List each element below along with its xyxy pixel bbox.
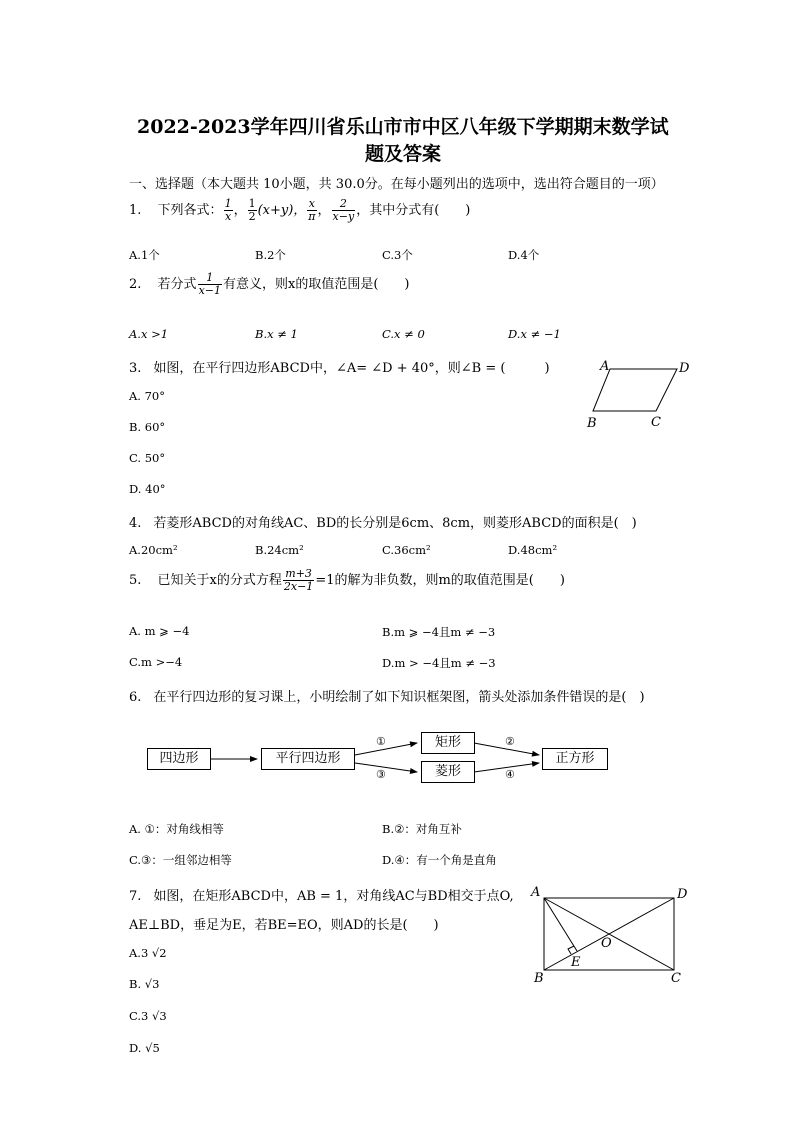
question-6 bbox=[129, 686, 645, 705]
label-b: B bbox=[587, 416, 597, 431]
label-b: B bbox=[534, 971, 544, 986]
q4-text: 若菱形ABCD的对角线AC、BD的长分别是6cm、8cm，则菱形ABCD的面积是( ) bbox=[153, 516, 637, 531]
question-7-line-2: AE⊥BD，垂足为E，若BE=EO，则AD的长是( ) bbox=[129, 918, 439, 933]
q6-option-b[interactable]: B.②：对角互补 bbox=[382, 822, 462, 836]
q6-option-c[interactable]: C.③：一组邻边相等 bbox=[129, 853, 232, 867]
q5-option-d[interactable]: D.m > −4且m ≠ −3 bbox=[382, 656, 496, 670]
q7-text-1: 如图，在矩形ABCD中，AB = 1，对角线AC与BD相交于点O, bbox=[153, 889, 514, 904]
box-parallelogram: 平行四边形 bbox=[261, 748, 355, 770]
arrow-1 bbox=[355, 743, 417, 755]
parallelogram-shape bbox=[593, 369, 677, 411]
q1-fraction-2: $\frac{1}{2}$ bbox=[248, 197, 256, 223]
label-c: C bbox=[671, 971, 681, 986]
q1-option-d[interactable]: D.4个 bbox=[508, 248, 540, 262]
q5-fraction: $\frac{m+3}{2x-1}$ bbox=[283, 567, 314, 593]
q4-option-a[interactable]: A.20cm² bbox=[129, 543, 178, 557]
circle-4: ④ bbox=[505, 768, 515, 781]
q1-option-c[interactable]: C.3个 bbox=[382, 248, 413, 262]
q1-prefix: 下列各式： bbox=[157, 203, 223, 218]
question-5 bbox=[129, 568, 565, 593]
q4-option-c[interactable]: C.36cm² bbox=[382, 543, 431, 557]
q3-option-a[interactable]: A. 70° bbox=[129, 389, 165, 403]
q3-option-d[interactable]: D. 40° bbox=[129, 482, 166, 496]
label-o: O bbox=[601, 936, 612, 951]
box-rhombus: 菱形 bbox=[421, 761, 475, 783]
q7-number: 7. bbox=[129, 889, 142, 904]
label-d: D bbox=[679, 361, 690, 376]
q1-fraction-1: $\frac{1}{x}$ bbox=[224, 197, 232, 223]
circle-2: ② bbox=[505, 735, 515, 748]
q6-option-d[interactable]: D.④：有一个角是直角 bbox=[382, 853, 497, 867]
q1-number: 1. bbox=[129, 203, 142, 218]
q5-suffix: =1的解为非负数，则m的取值范围是( ) bbox=[315, 573, 565, 588]
q4-option-b[interactable]: B.24cm² bbox=[255, 543, 304, 557]
q2-prefix: 若分式 bbox=[157, 277, 197, 292]
q1-option-a[interactable]: A.1个 bbox=[129, 248, 160, 262]
box-quadrilateral: 四边形 bbox=[147, 748, 211, 770]
q6-option-a[interactable]: A. ①：对角线相等 bbox=[129, 822, 224, 836]
circle-3: ③ bbox=[376, 768, 386, 781]
label-a: A bbox=[531, 885, 541, 900]
segment-ae bbox=[544, 898, 577, 951]
q2-option-c[interactable]: C.x ≠ 0 bbox=[382, 327, 425, 341]
box-rectangle: 矩形 bbox=[421, 732, 475, 754]
q1-option-b[interactable]: B.2个 bbox=[255, 248, 286, 262]
title-line-1: 2022-2023学年四川省乐山市市中区八年级下学期期末数学试 bbox=[137, 116, 669, 138]
q6-number: 6. bbox=[129, 690, 142, 705]
q5-option-a[interactable]: A. m ⩾ −4 bbox=[129, 624, 190, 638]
q2-number: 2. bbox=[129, 277, 142, 292]
q1-fraction-4: $\frac{2}{x-y}$ bbox=[332, 197, 355, 223]
circle-1: ① bbox=[376, 735, 386, 748]
q3-number: 3. bbox=[129, 361, 142, 376]
title-line-2: 题及答案 bbox=[365, 143, 442, 165]
label-c: C bbox=[651, 415, 661, 430]
question-4 bbox=[129, 512, 637, 531]
q1-suffix: ，其中分式有( ) bbox=[356, 203, 471, 218]
q2-option-d[interactable]: D.x ≠ −1 bbox=[508, 327, 561, 341]
question-2 bbox=[129, 272, 409, 297]
section-heading: 一、选择题（本大题共 10小题，共 30.0分。在每小题列出的选项中，选出符合题目的一项） bbox=[129, 177, 664, 192]
q5-option-c[interactable]: C.m >−4 bbox=[129, 655, 183, 669]
q7-option-d[interactable]: D. √5 bbox=[129, 1041, 160, 1055]
label-d: D bbox=[677, 887, 688, 902]
arrow-3 bbox=[355, 763, 417, 772]
q5-number: 5. bbox=[129, 573, 142, 588]
q7-option-c[interactable]: C.3 √3 bbox=[129, 1009, 167, 1023]
q1-fraction-3: $\frac{x}{\pi}$ bbox=[308, 197, 316, 223]
label-a: A bbox=[600, 359, 610, 374]
label-e: E bbox=[571, 955, 581, 970]
q7-option-a[interactable]: A.3 √2 bbox=[129, 946, 167, 960]
q3-option-c[interactable]: C. 50° bbox=[129, 451, 166, 465]
rectangle-figure bbox=[525, 880, 700, 990]
question-1: 1. 下列各式： $\frac{1}{x}$ ， $\frac{1}{2}$ (x+y)， $\frac{x}{\pi}$ ， $\frac{2}{x-y}$ ，其中分式有( ) bbox=[129, 197, 471, 223]
q4-option-d[interactable]: D.48cm² bbox=[508, 543, 558, 557]
right-angle-mark bbox=[568, 946, 574, 954]
q2-option-a[interactable]: A.x >1 bbox=[129, 327, 169, 341]
q5-prefix: 已知关于x的分式方程 bbox=[157, 573, 282, 588]
parallelogram-figure bbox=[580, 355, 700, 435]
q7-option-b[interactable]: B. √3 bbox=[129, 977, 160, 991]
question-3 bbox=[129, 357, 550, 376]
q3-option-b[interactable]: B. 60° bbox=[129, 420, 166, 434]
box-square: 正方形 bbox=[542, 748, 608, 770]
question-7-line-1 bbox=[129, 885, 514, 904]
q2-option-b[interactable]: B.x ≠ 1 bbox=[255, 327, 298, 341]
q1-fraction-2-tail: (x+y)， bbox=[257, 203, 307, 218]
q2-fraction: $\frac{1}{x-1}$ bbox=[198, 271, 221, 297]
q2-suffix: 有意义，则x的取值范围是( ) bbox=[222, 277, 410, 292]
q5-option-b[interactable]: B.m ⩾ −4且m ≠ −3 bbox=[382, 625, 496, 639]
q3-text: 如图，在平行四边形ABCD中，∠A= ∠D + 40°，则∠B = ( ) bbox=[153, 361, 550, 376]
q4-number: 4. bbox=[129, 516, 142, 531]
q6-text: 在平行四边形的复习课上，小明绘制了如下知识框架图，箭头处添加条件错误的是( ) bbox=[153, 690, 645, 705]
